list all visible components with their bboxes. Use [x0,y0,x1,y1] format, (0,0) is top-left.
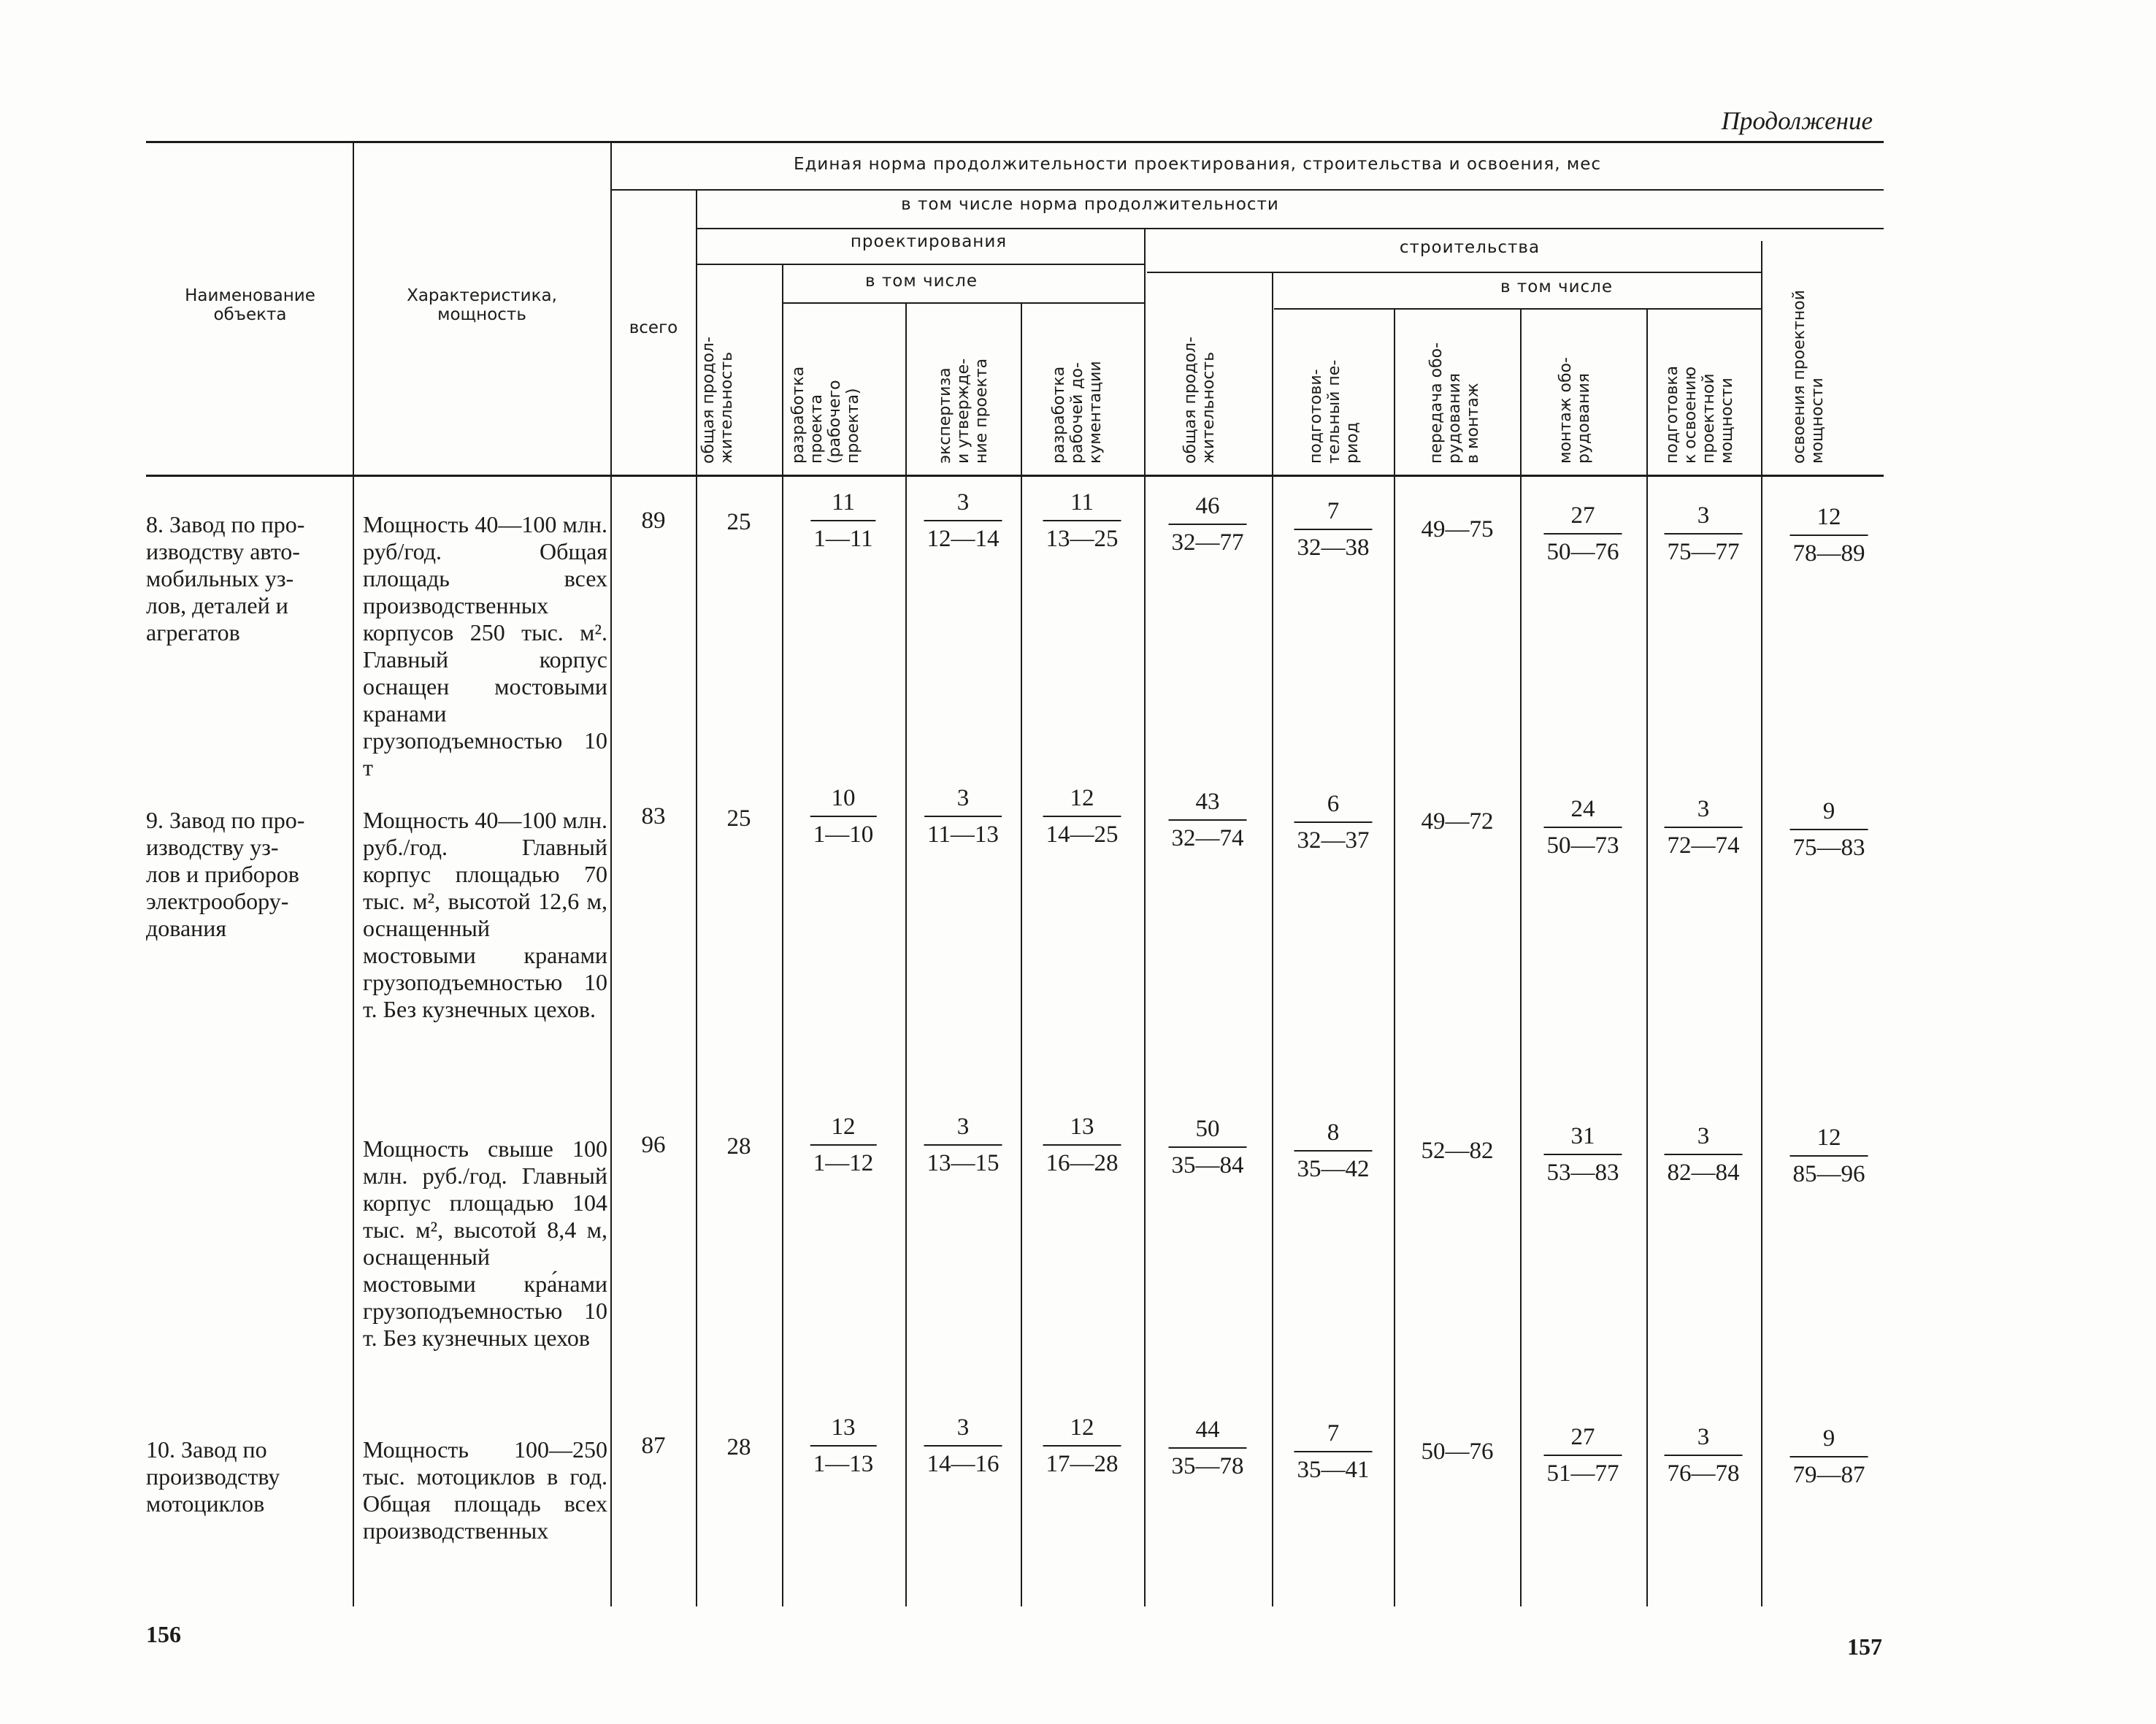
row-4-transfer: 50—76 [1421,1438,1494,1465]
row-1-mastering: $\frac{12}{78—89}$ [1790,504,1868,567]
col-sep-5 [905,302,907,1606]
col-sep-11 [1646,308,1648,1606]
row-1-desc: Мощность 40—100 млн. руб/год. Общая площадь всех производственных корпусов 250 тыс. м². Главный корпус оснащен мостовыми кранами грузоподъемностью 10 т [363,511,607,781]
header-design-incl: в том числе [864,272,978,291]
row-4-docs: $\frac{12}{17—28}$ [1043,1414,1121,1478]
row-3-total: 96 [641,1132,666,1158]
row-4-design-general: 28 [726,1434,751,1460]
row-1-name: 8. Завод по про- изводству авто- мобильных уз- лов, деталей и агрегатов [146,511,305,645]
continuation-label: Продолжение [1721,107,1873,135]
row-4-expertise: $\frac{3}{14—16}$ [924,1414,1002,1478]
row-2-transfer: 49—72 [1421,808,1494,835]
page-number-left: 156 [146,1621,181,1647]
header-characteristic: Характеристика, мощность [407,286,557,324]
col-sep-8 [1272,272,1273,1606]
col-sep-6 [1021,302,1022,1606]
col-sep-4 [782,264,783,1606]
rule-construction-incl [1274,308,1761,310]
header-constr-general: общая продол- жительность [1181,337,1218,464]
col-sep-10 [1520,308,1522,1606]
row-3-install: $\frac{31}{53—83}$ [1544,1123,1622,1187]
row-3-prep: $\frac{8}{35—42}$ [1294,1119,1373,1183]
rule-unified-norm [610,189,1884,191]
page-number-right: 157 [1847,1633,1882,1660]
row-2-install: $\frac{24}{50—73}$ [1544,796,1622,859]
row-1-expertise: $\frac{3}{12—14}$ [924,489,1002,553]
row-1-design-general: 25 [726,509,751,535]
row-2-desc: Мощность 40—100 млн. руб./год. Главный корпус площадью 70 тыс. м², высотой 12,6 м, оснащенный мостовыми кранами грузоподъемностью 10 т. Без кузнечных цехов. [363,807,607,1022]
row-1-readiness: $\frac{3}{75—77}$ [1665,502,1743,566]
header-construction: строительства [1399,238,1541,257]
header-design-expertise: экспертиза и утвержде- ние проекта [936,358,991,464]
header-total: всего [629,318,678,337]
header-design-general: общая продол- жительность [699,337,736,464]
header-design-docs: разработка рабочей до- кументации [1050,361,1105,464]
col-sep-12 [1761,241,1762,1606]
row-1-total: 89 [641,507,666,534]
top-rule [146,141,1884,143]
row-2-docs: $\frac{12}{14—25}$ [1043,785,1121,848]
row-1-project: $\frac{11}{1—11}$ [810,489,875,553]
row-2-expertise: $\frac{3}{11—13}$ [924,785,1002,848]
row-3-constr-general: $\frac{50}{35—84}$ [1169,1116,1247,1179]
rule-design [696,264,1144,265]
col-sep-9 [1394,308,1395,1606]
row-3-design-general: 28 [726,1133,751,1160]
row-4-name: 10. Завод по производству мотоциклов [146,1436,280,1517]
rule-construction [1147,272,1761,273]
row-4-constr-general: $\frac{44}{35—78}$ [1169,1417,1247,1480]
row-3-expertise: $\frac{3}{13—15}$ [924,1114,1002,1177]
header-design-project: разработка проекта (рабочего проекта) [789,366,862,464]
row-4-project: $\frac{13}{1—13}$ [810,1414,877,1478]
row-4-total: 87 [641,1433,666,1459]
row-2-name: 9. Завод по про- изводству уз- лов и приборов электрообору- дования [146,807,305,941]
row-2-prep: $\frac{6}{32—37}$ [1294,791,1373,854]
row-2-total: 83 [641,803,666,830]
row-4-prep: $\frac{7}{35—41}$ [1294,1420,1373,1484]
row-4-install: $\frac{27}{51—77}$ [1544,1424,1622,1487]
row-1-prep: $\frac{7}{32—38}$ [1294,498,1373,562]
header-name: Наименование объекта [185,286,315,324]
row-3-readiness: $\frac{3}{82—84}$ [1665,1123,1743,1187]
header-constr-install: монтаж обо- рудования [1557,357,1593,464]
row-4-mastering: $\frac{9}{79—87}$ [1790,1425,1868,1489]
row-2-readiness: $\frac{3}{72—74}$ [1665,796,1743,859]
col-sep-7 [1144,228,1146,1606]
row-2-project: $\frac{10}{1—10}$ [810,785,877,848]
row-3-docs: $\frac{13}{16—28}$ [1043,1114,1121,1177]
col-sep-2 [610,143,612,1606]
header-unified-norm: Единая норма продолжительности проектирования, строительства и освоения, мес [793,155,1602,174]
header-constr-prep: подготови- тельный пе- риод [1307,359,1362,464]
row-2-design-general: 25 [726,805,751,832]
row-3-desc: Мощность свыше 100 млн. руб./год. Главный корпус площадью 104 тыс. м², высотой 8,4 м, оснащенный мостовыми кра́нами грузоподъемностью 10 т. Без кузнечных цехов [363,1135,607,1351]
rule-including-norm [696,228,1884,229]
header-mastering: освоения проектной мощности [1790,289,1827,464]
row-3-project: $\frac{12}{1—12}$ [810,1114,877,1177]
row-1-docs: $\frac{11}{13—25}$ [1043,489,1121,553]
col-sep-3 [696,189,697,1606]
header-bottom-rule [146,475,1884,477]
row-2-mastering: $\frac{9}{75—83}$ [1790,798,1868,862]
row-4-desc: Мощность 100—250 тыс. мотоциклов в год. Общая площадь всех производственных [363,1436,607,1544]
row-1-constr-general: $\frac{46}{32—77}$ [1169,493,1247,556]
row-3-transfer: 52—82 [1421,1138,1494,1164]
row-3-mastering: $\frac{12}{85—96}$ [1790,1125,1868,1188]
header-constr-readiness: подготовка к освоению проектной мощности [1663,365,1736,464]
header-constr-transfer: передача обо- рудования в монтаж [1427,342,1482,464]
col-sep-1 [353,143,354,1606]
header-including-norm: в том числе норма продолжительности [901,195,1279,214]
row-4-readiness: $\frac{3}{76—78}$ [1665,1424,1743,1487]
header-construction-incl: в том числе [1500,277,1614,296]
row-2-constr-general: $\frac{43}{32—74}$ [1169,789,1247,852]
header-design: проектирования [850,232,1008,251]
rule-design-incl [782,302,1144,304]
row-1-install: $\frac{27}{50—76}$ [1544,502,1622,566]
row-1-transfer: 49—75 [1421,516,1494,543]
